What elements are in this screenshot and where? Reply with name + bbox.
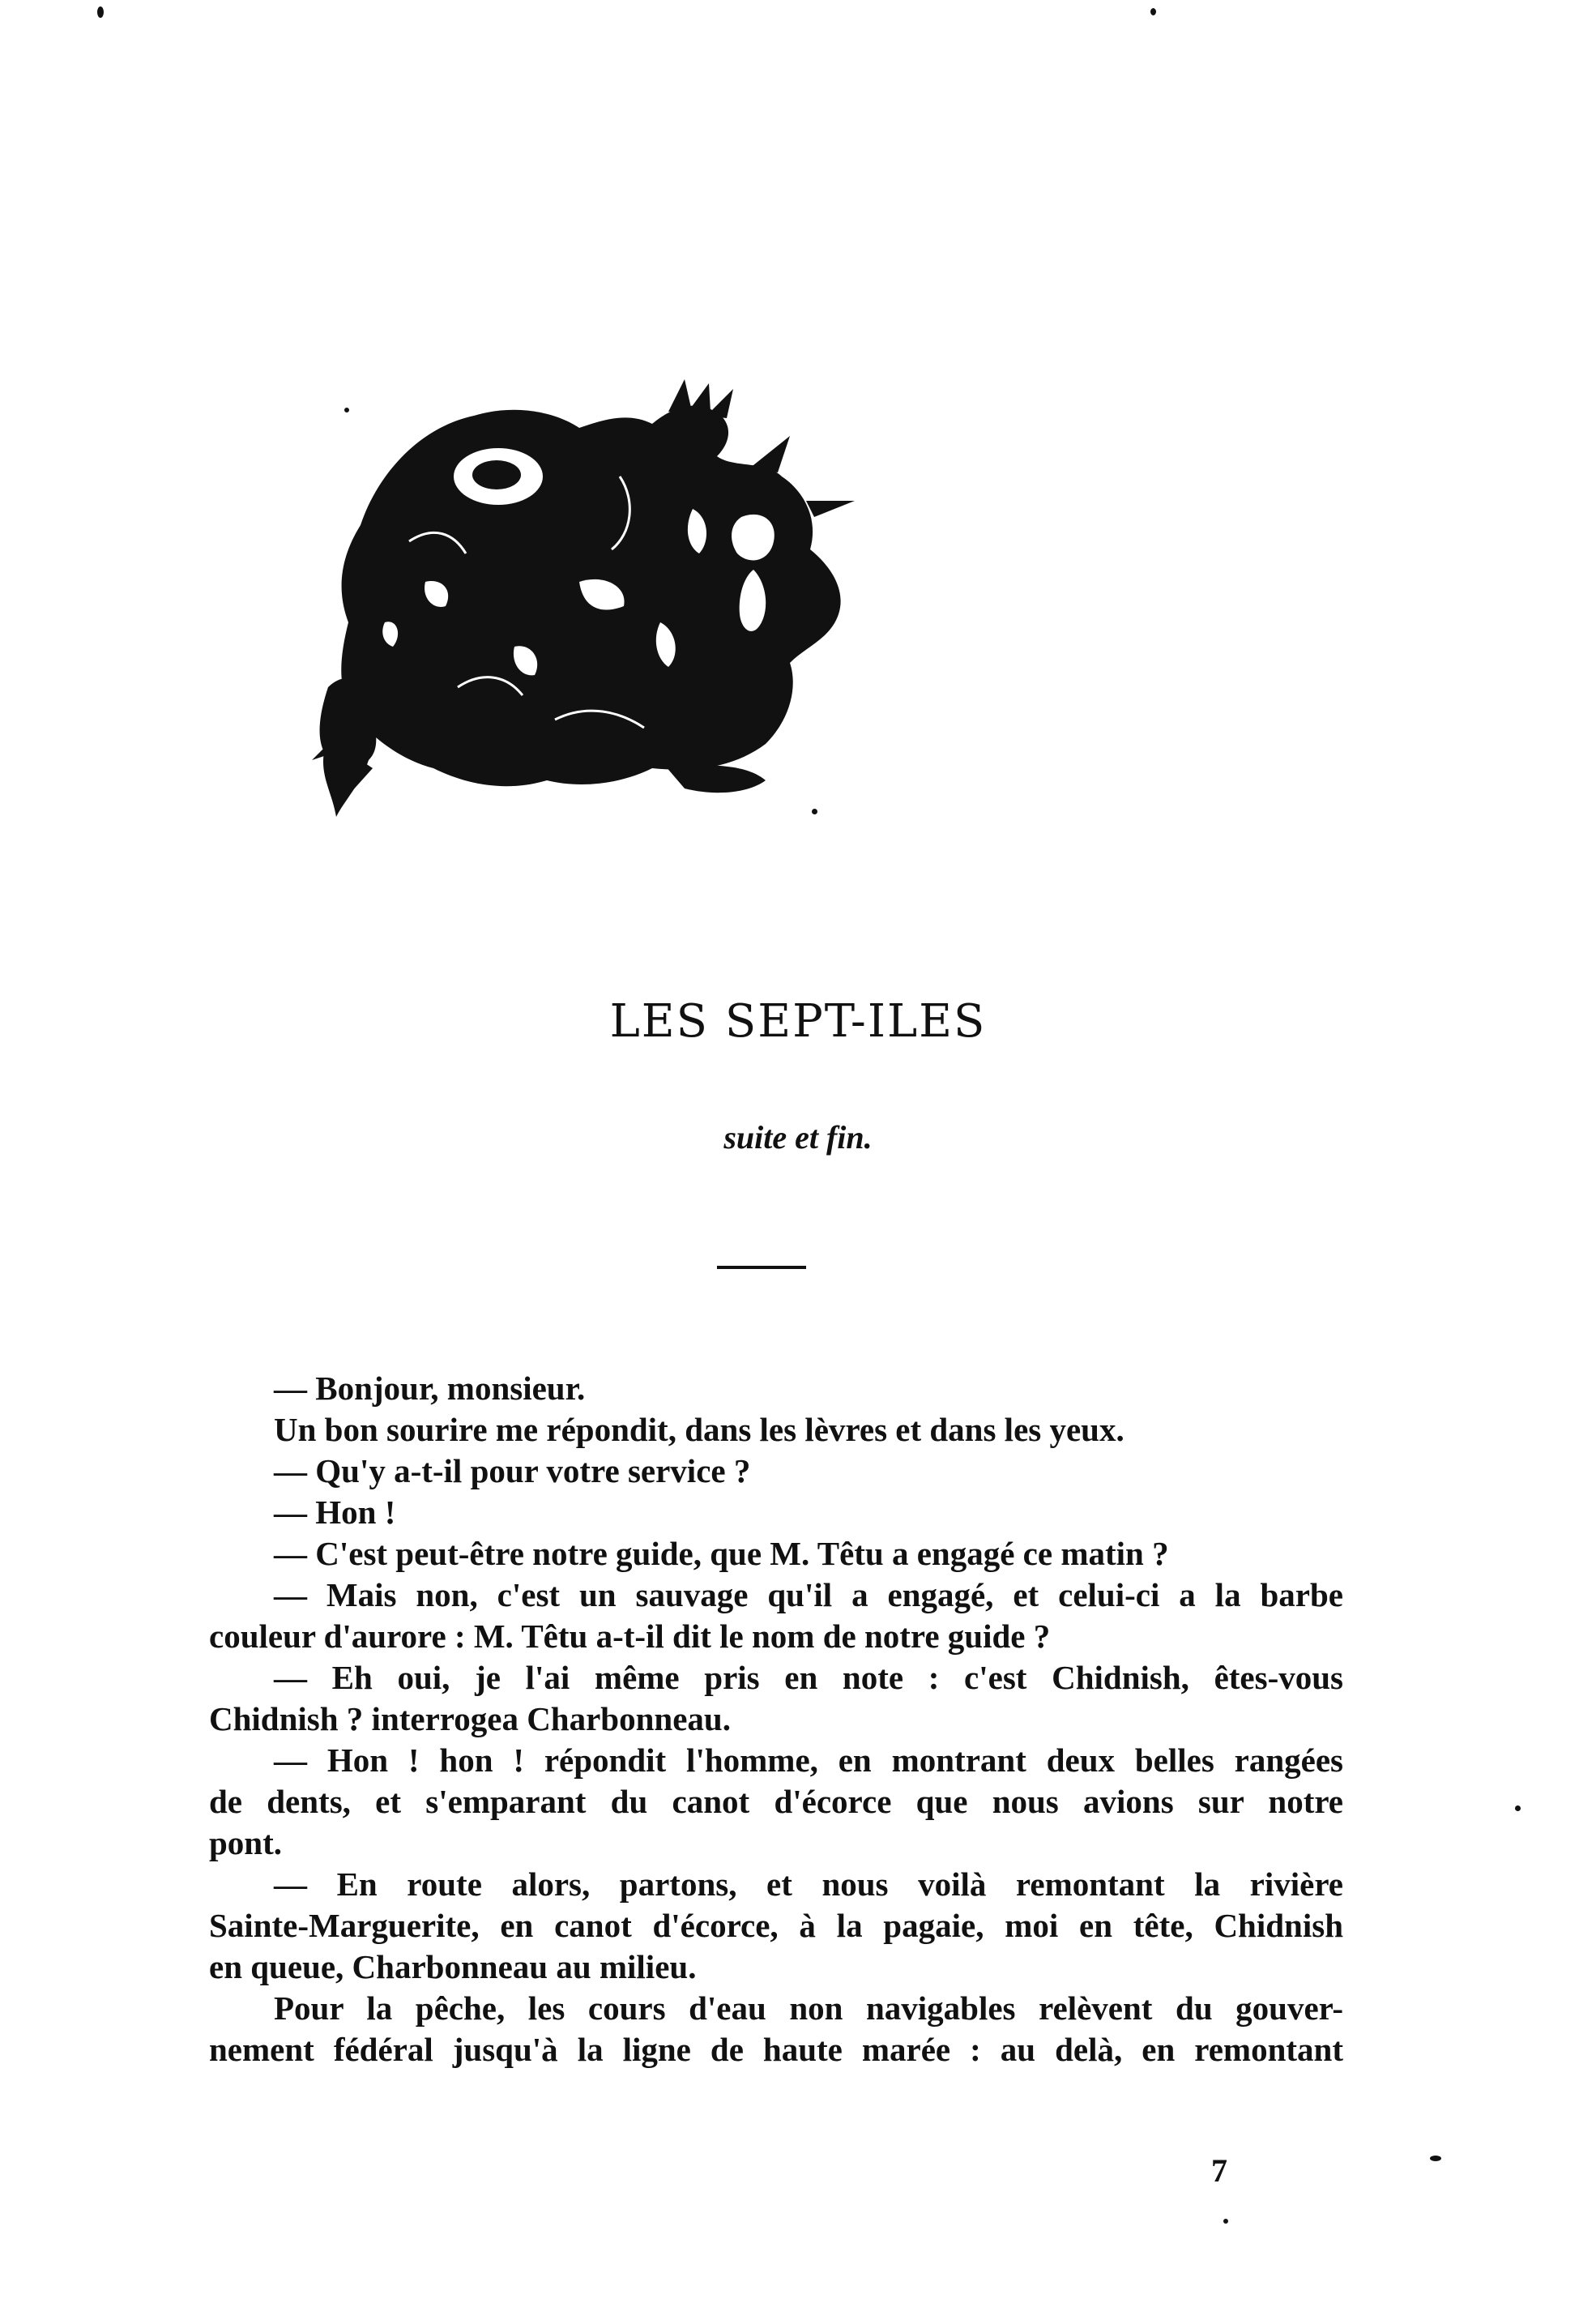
- text-line: de dents, et s'emparant du canot d'écorce que nous avions sur notre: [209, 1783, 1343, 1820]
- text-line: couleur d'aurore : M. Têtu a-t-il dit le nom de notre guide ?: [209, 1617, 1051, 1655]
- text-line: — Bonjour, monsieur.: [274, 1370, 586, 1407]
- print-speck: [1150, 8, 1156, 15]
- text-line: pont.: [209, 1824, 283, 1861]
- text-line: — Eh oui, je l'ai même pris en note : c'est Chidnish, êtes-vous: [274, 1659, 1343, 1696]
- text-line: — Qu'y a-t-il pour votre service ?: [274, 1452, 751, 1489]
- text-line: Sainte-Marguerite, en canot d'écorce, à la pagaie, moi en tête, Chidnish: [209, 1907, 1343, 1944]
- chapter-subtitle: suite et fin.: [723, 1119, 873, 1156]
- text-line: Un bon sourire me répondit, dans les lèvres et dans les yeux.: [274, 1411, 1124, 1448]
- print-speck: [1430, 2156, 1441, 2161]
- text-line: — Hon !: [274, 1493, 396, 1531]
- print-speck: [1223, 2219, 1228, 2224]
- text-line: Pour la pêche, les cours d'eau non navigables relèvent du gouver-: [274, 1989, 1343, 2027]
- chapter-title: LES SEPT-ILES: [609, 995, 987, 1048]
- body-text: [209, 1368, 1343, 2070]
- text-line: — C'est peut-être notre guide, que M. Têtu a engagé ce matin ?: [274, 1535, 1169, 1572]
- text-line: — Mais non, c'est un sauvage qu'il a engagé, et celui-ci a la barbe: [274, 1576, 1343, 1613]
- print-speck: [1515, 1805, 1521, 1811]
- text-line: en queue, Charbonneau au milieu.: [209, 1948, 697, 1985]
- text-line: — Hon ! hon ! répondit l'homme, en montrant deux belles rangées: [274, 1741, 1343, 1779]
- divider-rule: [717, 1266, 806, 1269]
- page-number: 7: [1211, 2152, 1227, 2189]
- text-line: — En route alors, partons, et nous voilà remontant la rivière: [274, 1865, 1343, 1903]
- text-line: nement fédéral jusqu'à la ligne de haute marée : au delà, en remontant: [209, 2031, 1343, 2068]
- print-speck: [97, 6, 104, 18]
- engraving-vignette: [312, 379, 871, 817]
- text-line: Chidnish ? interrogea Charbonneau.: [209, 1700, 731, 1737]
